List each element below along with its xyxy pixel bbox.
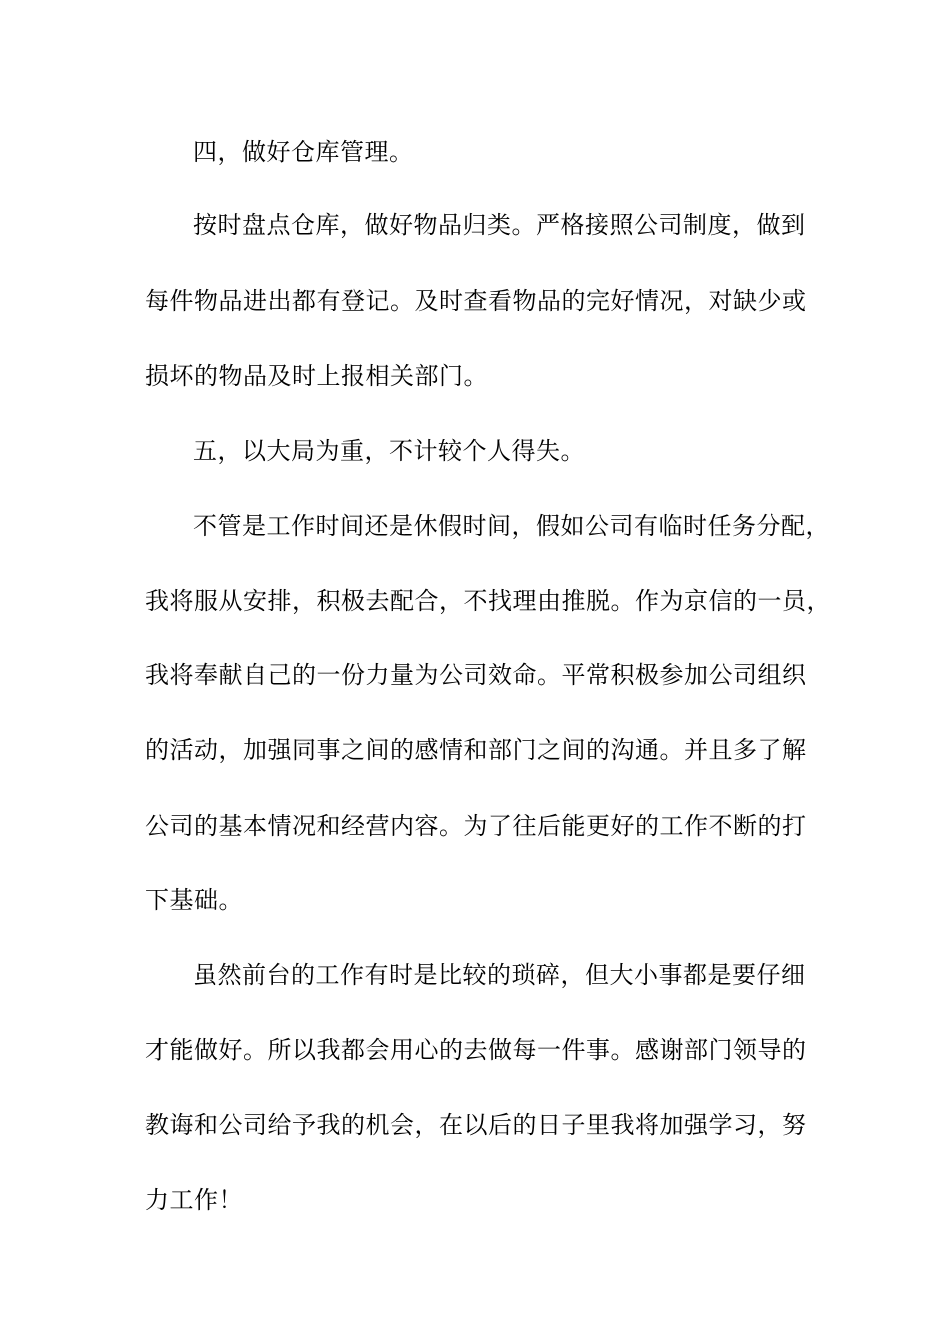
paragraph-line: 教诲和公司给予我的机会，在以后的日子里我将加强学习，努: [145, 1111, 807, 1139]
paragraph-line: 力工作！: [145, 1186, 243, 1214]
paragraph-line: 才能做好。所以我都会用心的去做每一件事。感谢部门领导的: [145, 1036, 807, 1064]
paragraph-line: 损坏的物品及时上报相关部门。: [145, 362, 488, 390]
paragraph-line: 虽然前台的工作有时是比较的琐碎，但大小事都是要仔细: [193, 961, 806, 989]
section-heading-4: 四，做好仓库管理。: [193, 138, 414, 166]
paragraph-line: 我将奉献自己的一份力量为公司效命。平常积极参加公司组织: [145, 661, 807, 689]
paragraph-line: 每件物品进出都有登记。及时查看物品的完好情况，对缺少或: [145, 287, 807, 315]
section-heading-5: 五，以大局为重，不计较个人得失。: [193, 437, 585, 465]
paragraph-line: 按时盘点仓库，做好物品归类。严格接照公司制度，做到: [193, 211, 806, 239]
paragraph-line: 公司的基本情况和经营内容。为了往后能更好的工作不断的打: [145, 812, 807, 840]
paragraph-line: 我将服从安排，积极去配合，不找理由推脱。作为京信的一员，: [145, 587, 831, 615]
paragraph-line: 下基础。: [145, 886, 243, 914]
paragraph-line: 的活动，加强同事之间的感情和部门之间的沟通。并且多了解: [145, 736, 807, 764]
paragraph-line: 不管是工作时间还是休假时间，假如公司有临时任务分配，: [193, 512, 830, 540]
